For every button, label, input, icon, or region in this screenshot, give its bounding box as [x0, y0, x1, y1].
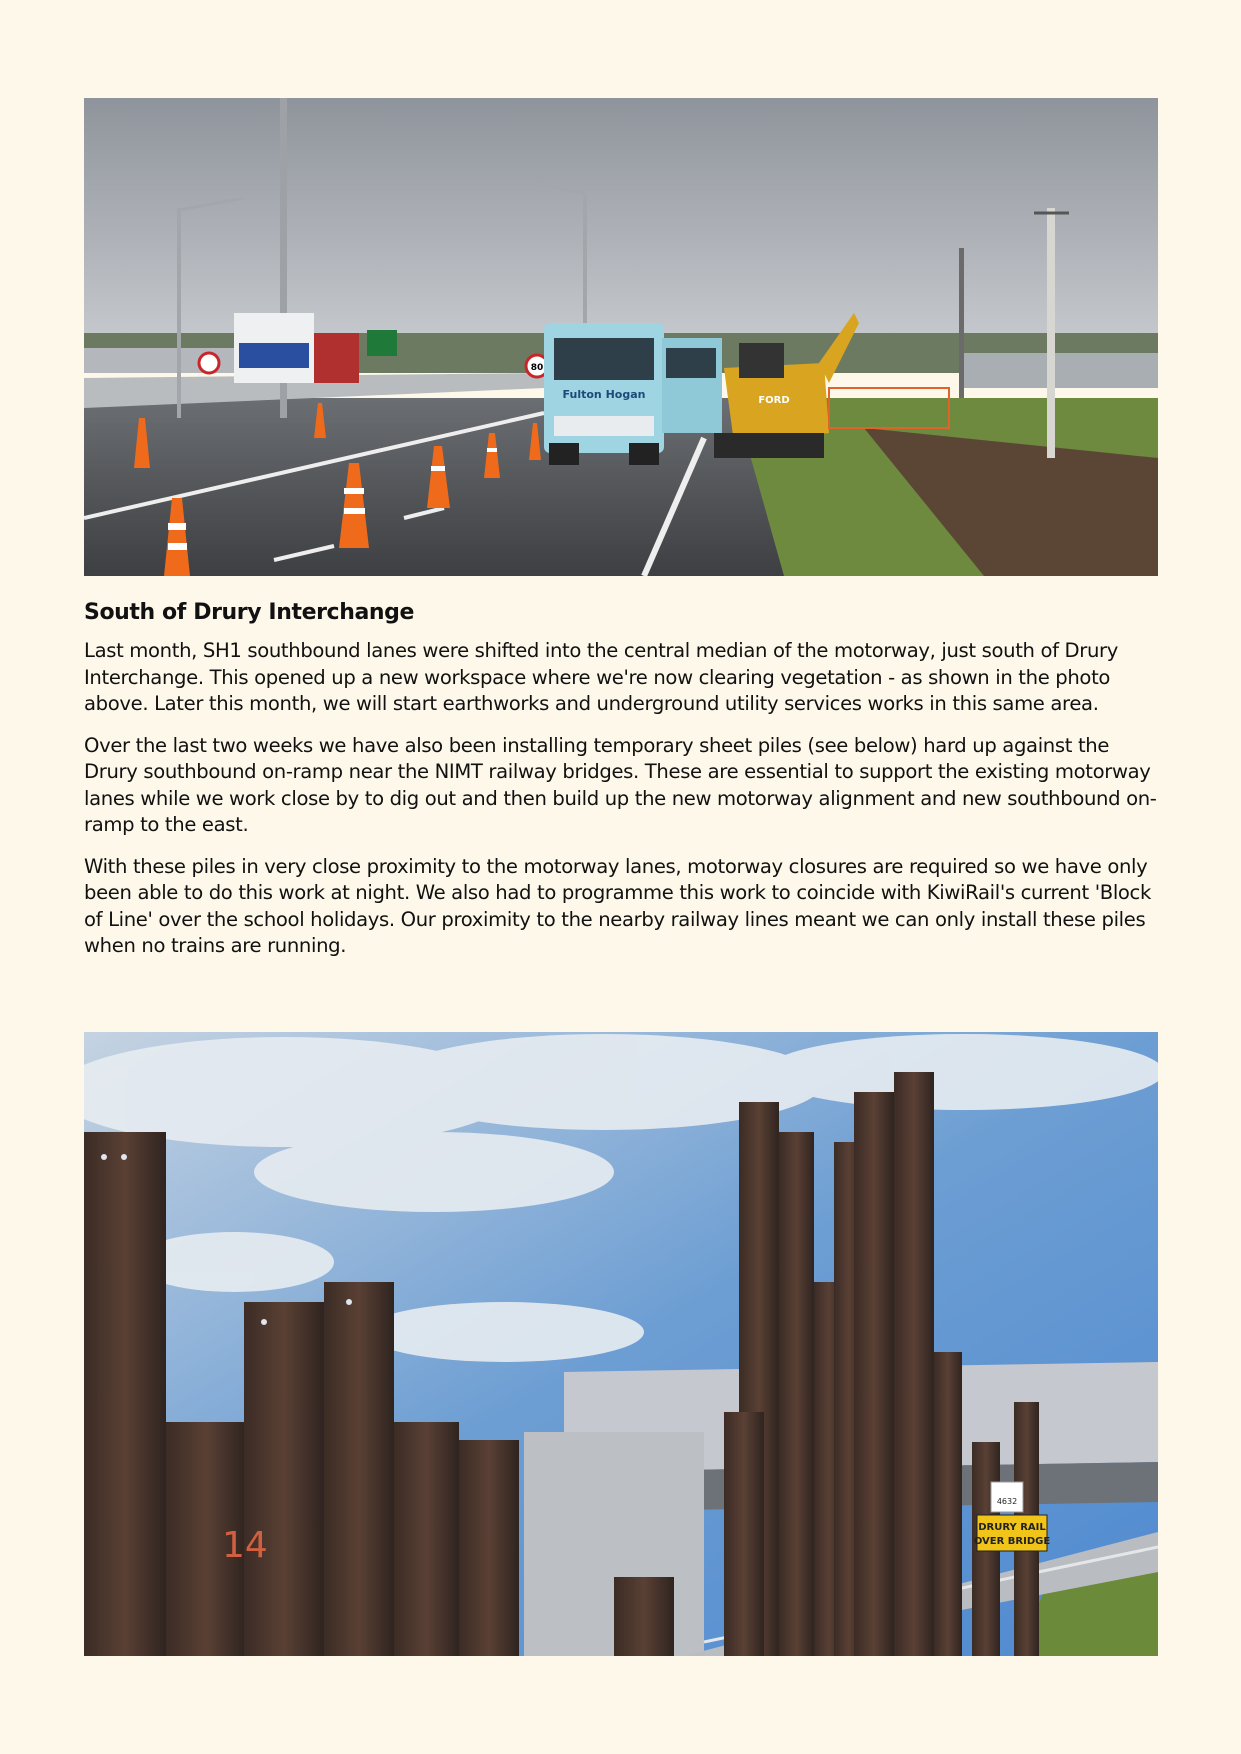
pile-marking-text: 14 — [222, 1525, 268, 1566]
bridge-sign-line1: DRURY RAIL — [978, 1522, 1046, 1533]
bridge-sign-line2: OVER BRIDGE — [973, 1536, 1051, 1547]
photo-sheet-piles — [84, 1032, 1158, 1656]
bridge-marker-text: 4632 — [996, 1497, 1018, 1506]
excavator-brand-text: FORD — [758, 395, 790, 406]
truck-door-text: Fulton Hogan — [562, 388, 646, 401]
article — [84, 600, 1164, 975]
photo-motorway-works — [84, 98, 1158, 576]
photo-motorway-works-image — [84, 98, 1158, 576]
photo-sheet-piles-image — [84, 1032, 1158, 1656]
article-paragraph-3: With these piles in very close proximity to the motorway lanes, motorway closures are required so we have only been able to do this work at night. We also had to programme this work to coincide with KiwiRail's current 'Block of Line' over the school holidays. Our proximity to the nearby railway lines meant we can only install these piles when no trains are running. — [84, 854, 1151, 957]
article-paragraph-2: Over the last two weeks we have also been installing temporary sheet piles (see below) hard up against the Drury southbound on-ramp near the NIMT railway bridges. These are essential to support the existing motorway lanes while we work close by to dig out and then build up the new motorway alignment and new southbound on-ramp to the east. — [84, 733, 1157, 836]
article-heading: South of Drury Interchange — [84, 600, 415, 625]
speed-sign-text: 80 — [530, 363, 544, 373]
article-paragraph-1: Last month, SH1 southbound lanes were shifted into the central median of the motorway, just south of Drury Interchange. This opened up a new workspace where we're now clearing vegetation - as shown in the photo above. Later this month, we will start earthworks and underground utility services works in this same area. — [84, 639, 1118, 715]
